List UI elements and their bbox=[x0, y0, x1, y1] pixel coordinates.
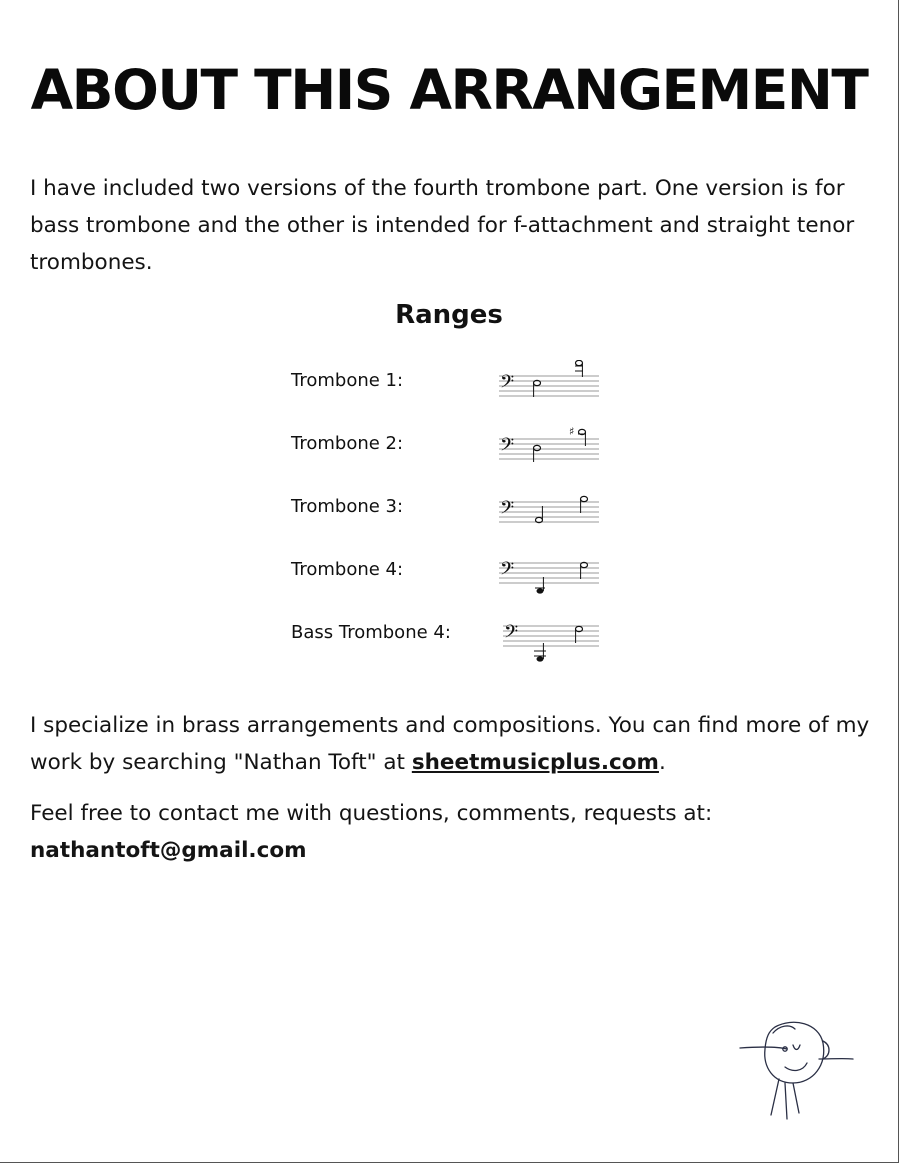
contact-paragraph bbox=[30, 795, 880, 869]
low-note bbox=[536, 506, 543, 523]
bass-clef-icon: 𝄢 bbox=[500, 559, 515, 584]
low-note bbox=[534, 380, 541, 397]
page-title: ABOUT THIS ARRANGEMENT bbox=[30, 58, 868, 122]
high-note bbox=[581, 496, 588, 513]
range-label: Trombone 3: bbox=[291, 496, 404, 517]
bass-clef-icon: 𝄢 bbox=[500, 498, 515, 523]
range-label: Trombone 2: bbox=[291, 433, 404, 454]
range-staff-trombone-1 bbox=[499, 360, 609, 410]
specialize-text: I specialize in brass arrangements and compositions. You can find more of my work by searching "Nathan Toft" at bbox=[30, 713, 870, 775]
bass-clef-icon: 𝄢 bbox=[500, 435, 515, 460]
range-staff-bass-trombone-4 bbox=[499, 612, 609, 670]
high-note bbox=[581, 562, 588, 579]
range-label: Bass Trombone 4: bbox=[291, 622, 451, 643]
range-label: Trombone 1: bbox=[291, 370, 404, 391]
high-note bbox=[578, 429, 586, 446]
sheetmusicplus-link[interactable]: sheetmusicplus.com bbox=[411, 750, 659, 775]
specialize-paragraph bbox=[30, 707, 880, 781]
low-note bbox=[535, 577, 545, 594]
bass-clef-icon: 𝄢 bbox=[504, 622, 519, 647]
contact-text: Feel free to contact me with questions, comments, requests at: bbox=[30, 801, 713, 826]
range-label: Trombone 4: bbox=[291, 559, 404, 580]
intro-paragraph: I have included two versions of the fourth trombone part. One version is for bass trombone and the other is intended for f-attachment and straight tenor trombones. bbox=[30, 176, 855, 275]
ranges-heading: Ranges bbox=[395, 300, 503, 330]
specialize-end: . bbox=[658, 750, 666, 775]
sharp-icon: ♯ bbox=[569, 425, 575, 438]
range-staff-trombone-2 bbox=[499, 423, 609, 473]
signature-drawing-icon bbox=[735, 1015, 860, 1125]
high-note bbox=[576, 626, 583, 643]
contact-email[interactable]: nathantoft@gmail.com bbox=[30, 838, 307, 863]
range-staff-trombone-3 bbox=[499, 486, 609, 536]
bass-clef-icon: 𝄢 bbox=[500, 372, 515, 397]
high-note bbox=[575, 360, 583, 377]
range-staff-trombone-4 bbox=[499, 549, 609, 601]
